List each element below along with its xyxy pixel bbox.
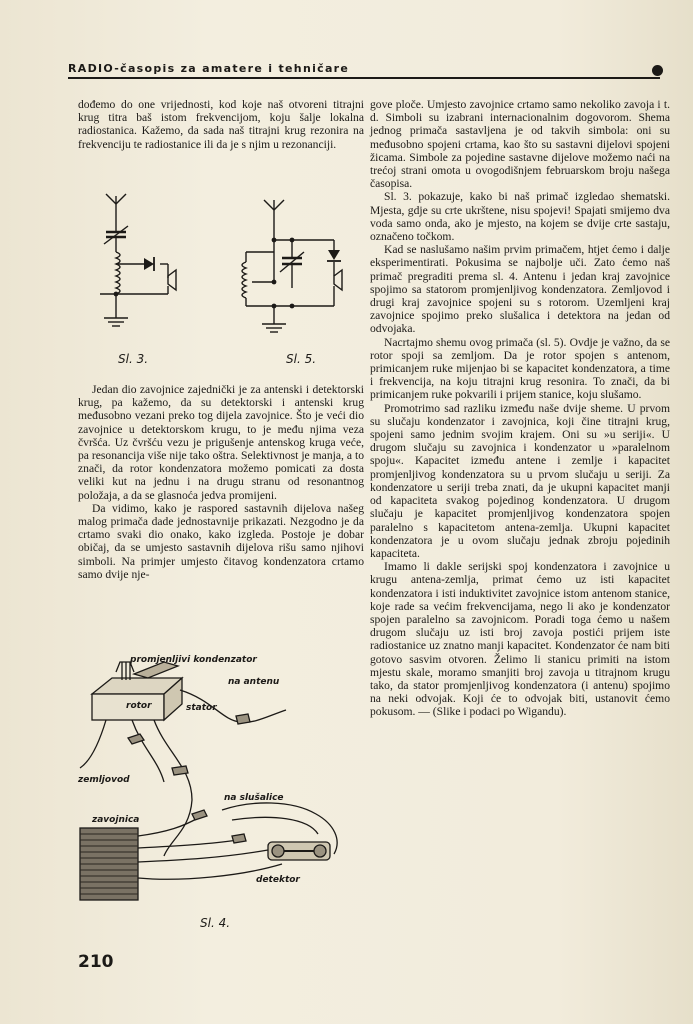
magazine-title: RADIO-časopis za amatere i tehničare xyxy=(68,62,350,75)
label-rotor: rotor xyxy=(126,701,152,711)
right-column xyxy=(370,98,670,719)
figure-sl5-schematic xyxy=(232,196,362,346)
figure-sl3-caption: Sl. 3. xyxy=(118,352,149,366)
page-number: 210 xyxy=(78,952,114,972)
paragraph: gove ploče. Umjesto zavojnice crtamo samo nekoliko zavoja i t. d. Simboli su izabrani internacionalnim dogovorom. Shema jednog primača sastavljena je od takvih simbola: oni su međusobno spojeni crtama, kao što su sastavni dijelovi spojeni žicama. Simbole za pojedine sastavne dijelove možemo naći na trećoj strani omota u ovogodišnjem februarskom broju našega časopisa. xyxy=(370,98,670,191)
label-antenna: na antenu xyxy=(228,677,280,687)
paragraph: Promotrimo sad razliku između naše dvije sheme. U prvom su slučaju kondenzator i zavojnica, koji čine titrajni krug, spojeni samo jednim svojim krajem. Oni su »u seriji«. U drugom slučaju su zavojnica i kondenzator u »paralelnom spoju«. Kapacitet između antene i zemlje i kapacitet promjenljivog kondenzatora su u prvom slučaju u seriji. Za kondenzatore u seriji treba znati, da je ukupni kapacitet manji od kapaciteta svakog pojedinog kondenzatora. U drugom slučaju je kapacitet promjenljivog kondenzatora spojen paralelno s kapacitetom antena-zemlja. Ukupni kapacitet kondenzatora je u ovom slučaju jednak zbroju pojedinih kapaciteta. xyxy=(370,401,670,560)
paragraph: Jedan dio zavojnice zajednički je za antenski i detektorski krug, pa kažemo, da su detektorski i antenski krug međusobno vezani preko tog dijela zavojnice. Što je veći dio zavojnice u detektorskom krugu, to je među njima veza čvršća. Uz čvršću vezu je prigušenje antenskog kruga veće, pa resonancija više nije tako oštra. Selektivnost je manja, a to znači, da rotor kondenzatora možemo pomicati za dosta veliki kut na jednu i na drugu stranu od resonantnog položaja, a da se glasnoća jedva promijeni. xyxy=(78,383,364,502)
label-variable-capacitor: promjenljivi kondenzator xyxy=(130,655,257,665)
label-headphones: na slušalice xyxy=(224,793,284,803)
figure-sl5-caption: Sl. 5. xyxy=(286,352,317,366)
paragraph: Imamo li dakle serijski spoj kondenzatora i zavojnice u krugu antena-zemlja, primat ćemo uz isti kapacitet kondenzatora i isti induktivitet zavojnice istom antenom stanice, koje rade sa većim frekvencijama, nego li ako je kondenzator spojen paralelno sa zavojnicom. Poradi toga ćemo u našem drugom slučaju uz isti broj zavoja postići prijem iste radiostanice uz znatno manji kapacitet. Kondenzator će nam biti gotovo sasvim otvoren. Želimo li stanicu primiti na istom mjestu skale, moramo smanjiti broj zavoja u titrajnom krugu tako, da stator promjenljivog kondenzatora (i antenu) spojimo na neki odvojak. Koji će to odvojak biti, ustanovit ćemo pokusom. — (Slike i podaci po Wigandu). xyxy=(370,560,670,719)
figure-sl3-schematic xyxy=(82,190,192,340)
header-rule xyxy=(68,77,660,79)
paragraph: Da vidimo, kako je raspored sastavnih dijelova našeg malog primača dade jednostavnije prikazati. Nezgodno je da crtamo svaki dio onako, kako izgleda. Postoje je dobar običaj, da se umjesto sastavnih dijelova rišu samo njihovi simboli. Na primjer umjesto čitavog kondenzatora crtamo samo dvije nje- xyxy=(78,501,364,581)
figure-sl4-caption: Sl. 4. xyxy=(200,916,231,930)
paragraph: Kad se naslušamo našim prvim primačem, htjet ćemo i dalje eksperimentirati. Pokusima se najbolje uči. Zato ćemo naš primač pregraditi prema sl. 4. Antenu i jedan kraj zavojnice spojimo sa statorom promjenljivog kondenzatora. Zemljovod i drugi kraj zavojnice spojeni su s rotorom. Uzemljeni kraj zavojnice spojimo preko slušalica i detektora na jedan od odvojaka. xyxy=(370,243,670,336)
label-coil: zavojnica xyxy=(92,815,140,825)
paragraph: dođemo do one vrijednosti, kod koje naš otvoreni titrajni krug titra baš istom frekvencijom, koju šalje lokalna radiostanica. Kažemo, da sada naš titrajni krug rezonira na frekvenciju te radiostanice ili da je s njim u rezonanciji. xyxy=(78,98,364,151)
running-header xyxy=(68,62,673,80)
label-ground: zemljovod xyxy=(78,775,130,785)
figure-sl4-drawing xyxy=(72,650,364,908)
label-detector: detektor xyxy=(256,875,300,885)
header-bullet-icon xyxy=(652,65,663,76)
paragraph: Sl. 3. pokazuje, kako bi naš primač izgledao shematski. Mjesta, gdje su crte ukrštene, nisu spojevi! Spajati smijemo dva voda samo onda, ako je mjesto, na kojem se dvije crte sastaju, označeno točkom. xyxy=(370,190,670,244)
left-column-middle xyxy=(78,383,364,581)
paragraph: Nacrtajmo shemu ovog primača (sl. 5). Ovdje je važno, da se rotor spoji sa zemljom. Da je rotor spojen s antenom, primicanjem ruke mijenjao bi se kapacitet kondenzatora, a time i frekvencija, na koju titrajni krug resonira. To znači, da bi primicanjem ruke pokvarili i prijem stanice, koju slušamo. xyxy=(370,335,670,402)
left-column-top xyxy=(78,98,364,151)
label-stator: stator xyxy=(186,703,217,713)
